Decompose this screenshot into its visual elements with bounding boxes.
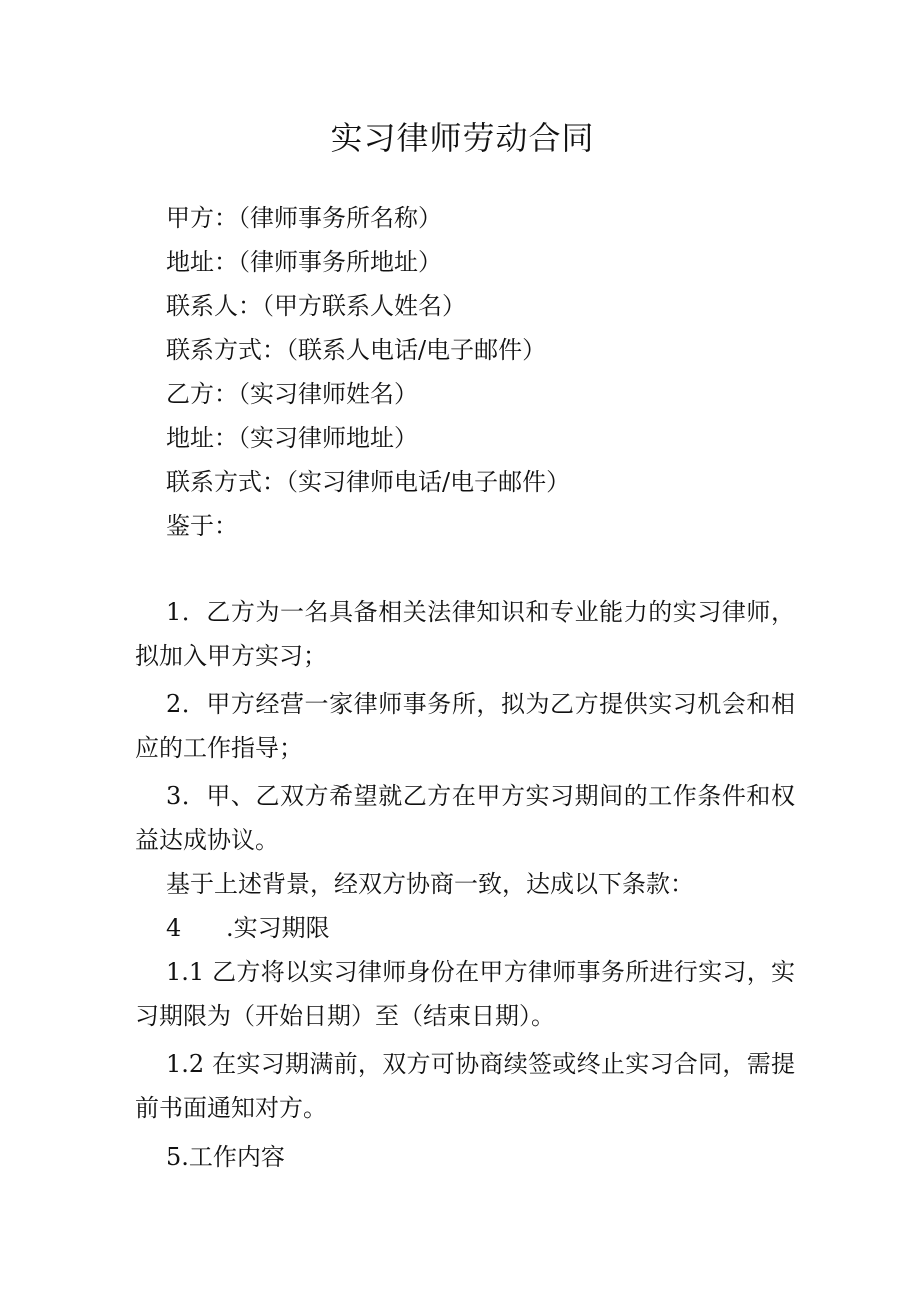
field-label: 联系人： — [166, 292, 262, 320]
field-label: 乙方： — [166, 380, 238, 408]
field-label: 地址： — [166, 424, 238, 452]
field-value: （实习律师姓名） — [238, 380, 418, 408]
field-label: 地址： — [166, 248, 238, 276]
field-value: （实习律师电话/电子邮件） — [286, 468, 571, 496]
section-heading-term — [135, 906, 795, 950]
section-title: .实习期限 — [226, 914, 330, 942]
recital-3: 3．甲、乙双方希望就乙方在甲方实习期间的工作条件和权益达成协议。 — [135, 782, 795, 854]
party-a-name-line — [166, 196, 826, 240]
clause-1-2: 1.2 在实习期满前，双方可协商续签或终止实习合同，需提前书面通知对方。 — [135, 1050, 795, 1122]
party-b-name-line — [166, 372, 826, 416]
recital-2: 2．甲方经营一家律师事务所，拟为乙方提供实习机会和相应的工作指导； — [135, 690, 795, 762]
field-label: 联系方式： — [166, 468, 286, 496]
preamble: 基于上述背景，经双方协商一致，达成以下条款： — [166, 870, 694, 898]
field-value: （甲方联系人姓名） — [262, 292, 466, 320]
field-value: （联系人电话/电子邮件） — [286, 336, 547, 364]
party-b-contact-method-line — [166, 460, 826, 504]
party-b-address-line — [166, 416, 826, 460]
section-heading-work-content: 5.工作内容 — [166, 1143, 285, 1171]
field-value: （律师事务所名称） — [238, 204, 442, 232]
field-value: （律师事务所地址） — [238, 248, 442, 276]
document-title: 实习律师劳动合同 — [330, 119, 595, 157]
contract-body — [135, 590, 795, 1179]
party-a-contact-method-line — [166, 328, 826, 372]
party-a-address-line — [166, 240, 826, 284]
field-value: （实习律师地址） — [238, 424, 418, 452]
party-a-contact-person-line — [166, 284, 826, 328]
field-label: 联系方式： — [166, 336, 286, 364]
recital-1: 1．乙方为一名具备相关法律知识和专业能力的实习律师，拟加入甲方实习； — [135, 598, 795, 670]
whereas-label: 鉴于： — [166, 512, 238, 540]
clause-1-1: 1.1 乙方将以实习律师身份在甲方律师事务所进行实习，实习期限为（开始日期）至（结束日期）。 — [135, 958, 795, 1030]
field-label: 甲方： — [166, 204, 238, 232]
section-number: 4 — [166, 914, 182, 942]
party-info-list — [166, 196, 826, 548]
